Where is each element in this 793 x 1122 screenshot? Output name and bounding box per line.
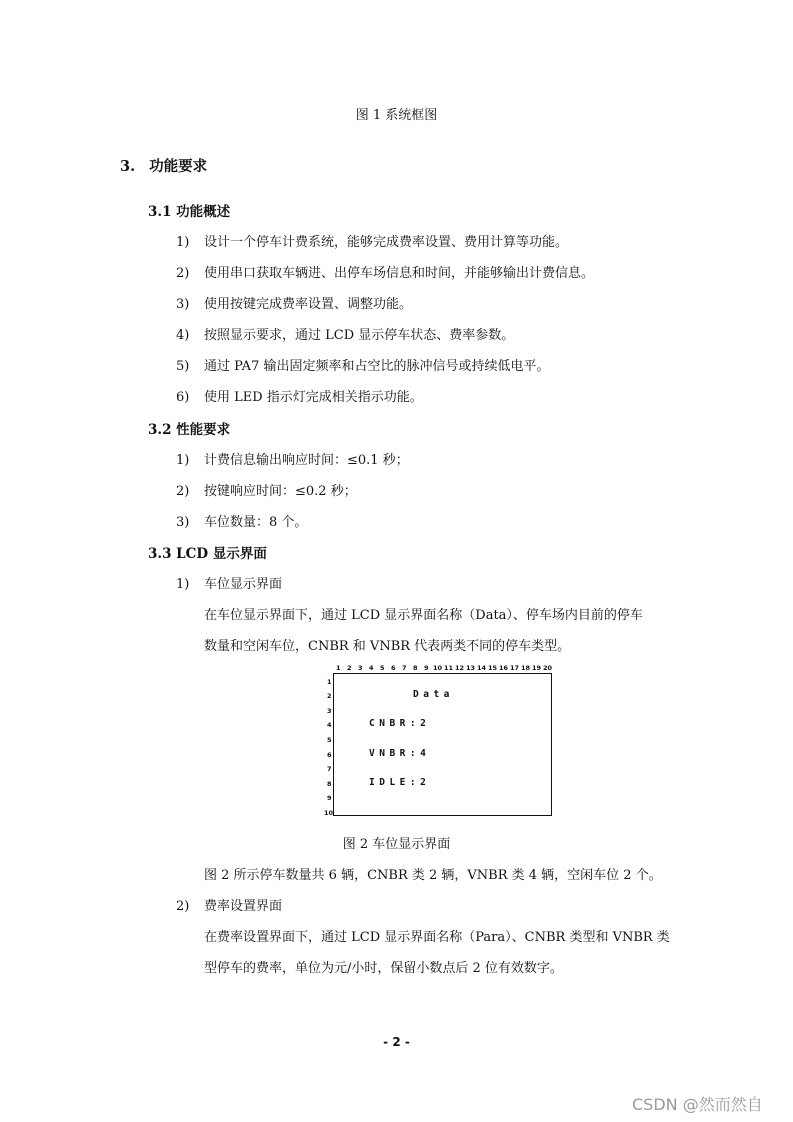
lcd-line-idle: IDLE:2	[369, 777, 431, 788]
page-number: - 2 -	[383, 1035, 410, 1049]
lcd-row-number: 9	[327, 794, 332, 802]
lcd-row-number: 5	[327, 736, 332, 744]
list-item-text: 设计一个停车计费系统，能够完成费率设置、费用计算等功能。	[204, 235, 569, 250]
lcd-row-number: 4	[327, 721, 332, 729]
list-item	[176, 293, 412, 312]
lcd-col-number: 10	[433, 664, 443, 672]
lcd-col-number: 17	[510, 664, 520, 672]
figure-1-caption: 图 1 系统框图	[355, 108, 438, 123]
list-item	[176, 324, 514, 343]
lcd-line-title: Data	[413, 689, 454, 700]
list-item	[176, 895, 282, 914]
lcd-line-vnbr: VNBR:4	[369, 748, 431, 759]
lcd-row-number: 6	[327, 751, 332, 759]
list-item	[176, 262, 594, 281]
list-item-number: 2)	[176, 484, 190, 499]
lcd-col-number: 11	[444, 664, 454, 672]
list-item-text: 按照显示要求，通过 LCD 显示停车状态、费率参数。	[204, 328, 515, 343]
lcd-line-cnbr: CNBR:2	[369, 718, 431, 729]
list-item-heading: 车位显示界面	[204, 577, 283, 592]
paragraph-line: 型停车的费率，单位为元/小时，保留小数点后 2 位有效数字。	[204, 961, 563, 976]
list-item-text: 使用按键完成费率设置、调整功能。	[204, 297, 413, 312]
lcd-col-number: 14	[477, 664, 487, 672]
lcd-col-number: 4	[369, 664, 374, 672]
section-3-1-heading: 3.1 功能概述	[148, 204, 231, 220]
list-item-number: 3)	[176, 515, 190, 530]
list-item-text: 使用串口获取车辆进、出停车场信息和时间，并能够输出计费信息。	[204, 266, 595, 281]
list-item	[176, 355, 549, 374]
list-item	[176, 511, 307, 530]
list-item-number: 2)	[176, 899, 190, 914]
list-item-text: 通过 PA7 输出固定频率和占空比的脉冲信号或持续低电平。	[204, 359, 550, 374]
list-item-text: 按键响应时间：≤0.2 秒；	[204, 484, 357, 499]
list-item-text: 计费信息输出响应时间：≤0.1 秒；	[204, 453, 409, 468]
lcd-row-number: 1	[327, 678, 332, 686]
figure-2-caption: 图 2 车位显示界面	[342, 837, 451, 852]
list-item-number: 2)	[176, 266, 190, 281]
section-3-heading	[120, 155, 207, 176]
lcd-col-number: 16	[499, 664, 509, 672]
list-item	[176, 231, 568, 250]
list-item	[176, 480, 357, 499]
section-3-3-heading: 3.3 LCD 显示界面	[148, 546, 267, 562]
lcd-row-number: 2	[327, 692, 332, 700]
lcd-col-number: 18	[521, 664, 531, 672]
list-item-text: 车位数量：8 个。	[204, 515, 308, 530]
list-item-number: 1)	[176, 577, 190, 592]
lcd-col-number: 3	[358, 664, 363, 672]
paragraph-line: 数量和空闲车位，CNBR 和 VNBR 代表两类不同的停车类型。	[204, 639, 571, 654]
list-item-number: 3)	[176, 297, 190, 312]
lcd-col-number: 2	[347, 664, 352, 672]
lcd-row-number: 3	[327, 707, 332, 715]
lcd-row-number: 10	[324, 809, 334, 817]
lcd-col-number: 1	[336, 664, 341, 672]
list-item-number: 4)	[176, 328, 190, 343]
lcd-col-number: 5	[380, 664, 385, 672]
lcd-row-numbers	[320, 673, 332, 819]
lcd-col-number: 6	[391, 664, 396, 672]
list-item-number: 1)	[176, 235, 190, 250]
list-item	[176, 449, 409, 468]
section-3-number: 3.	[120, 158, 136, 175]
list-item-text: 使用 LED 指示灯完成相关指示功能。	[204, 390, 423, 405]
lcd-row-number: 8	[327, 780, 332, 788]
lcd-col-number: 7	[402, 664, 407, 672]
paragraph-line: 在费率设置界面下，通过 LCD 显示界面名称（Para）、CNBR 类型和 VNBR 类	[204, 930, 670, 945]
lcd-col-number: 20	[543, 664, 553, 672]
lcd-col-number: 9	[424, 664, 429, 672]
paragraph-line: 在车位显示界面下，通过 LCD 显示界面名称（Data）、停车场内目前的停车	[204, 608, 643, 623]
figure-2-note: 图 2 所示停车数量共 6 辆，CNBR 类 2 辆，VNBR 类 4 辆，空闲车位 2 个。	[204, 868, 662, 883]
section-3-title: 功能要求	[149, 158, 208, 175]
lcd-col-number: 12	[455, 664, 465, 672]
lcd-col-number: 8	[413, 664, 418, 672]
list-item	[176, 386, 423, 405]
list-item-number: 6)	[176, 390, 190, 405]
csdn-watermark: CSDN @然而然自	[632, 1095, 763, 1114]
list-item	[176, 573, 282, 592]
lcd-col-number: 13	[466, 664, 476, 672]
list-item-number: 1)	[176, 453, 190, 468]
list-item-heading: 费率设置界面	[204, 899, 283, 914]
lcd-row-number: 7	[327, 765, 332, 773]
list-item-number: 5)	[176, 359, 190, 374]
lcd-col-number: 19	[532, 664, 542, 672]
section-3-2-heading: 3.2 性能要求	[148, 422, 231, 438]
lcd-col-number: 15	[488, 664, 498, 672]
